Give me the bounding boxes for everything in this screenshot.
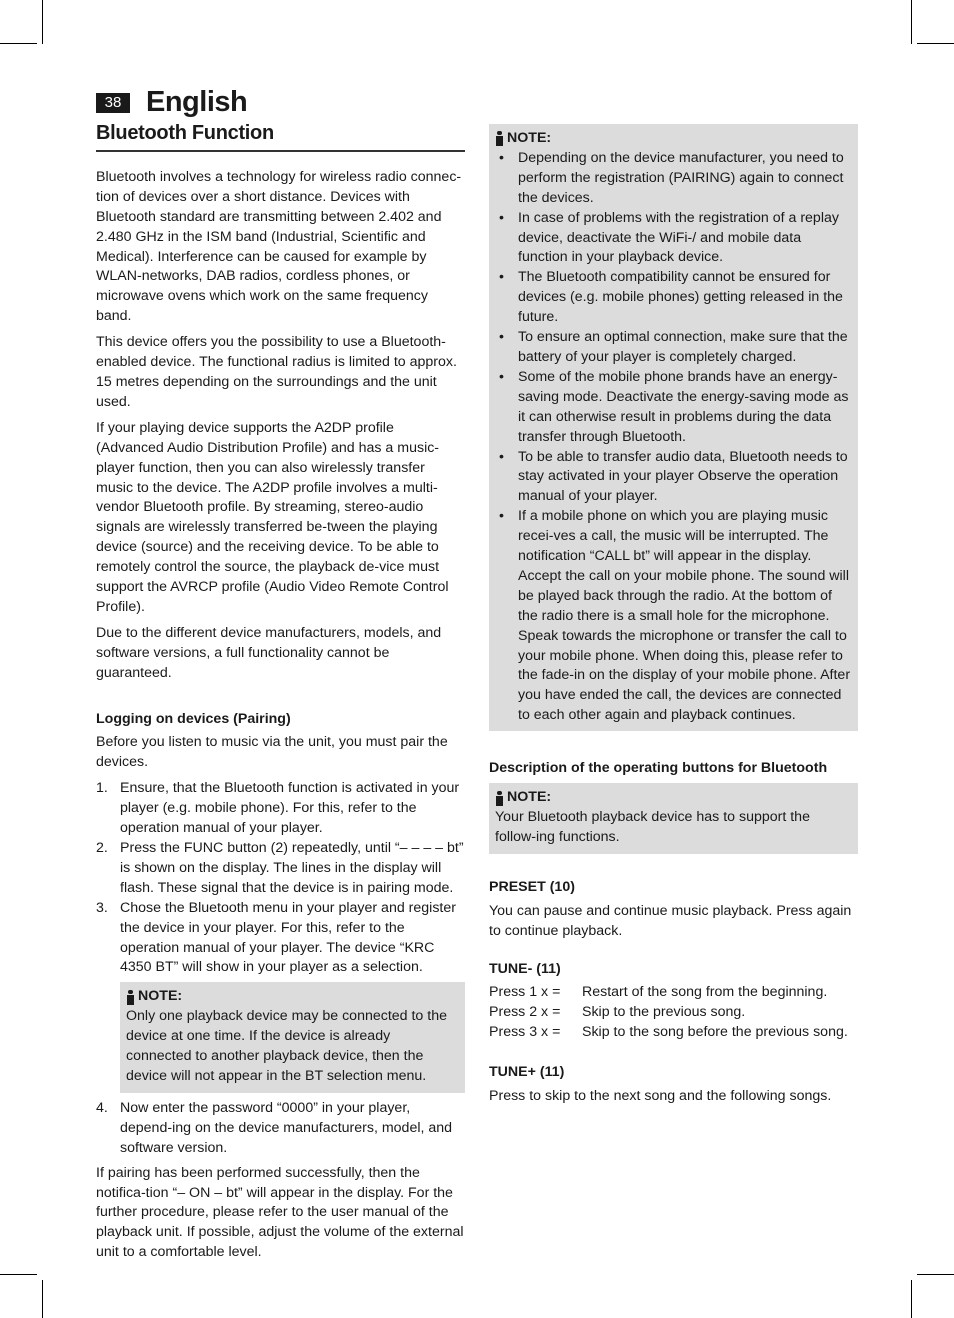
- note-label: NOTE:: [138, 988, 183, 1005]
- step-text: Ensure, that the Bluetooth function is activated in your player (e.g. mobile phone). For this, refer to the operation manual of your player.: [120, 780, 460, 837]
- left-column: [96, 124, 465, 1269]
- note-label: NOTE:: [507, 789, 552, 806]
- step-text: Now enter the password “0000” in your player, depend-ing on the device manufacturers, model, and software version.: [120, 1099, 453, 1156]
- note-box: [489, 124, 858, 731]
- info-icon: [495, 791, 504, 806]
- crop-mark: [911, 1280, 912, 1318]
- note-text: Your Bluetooth playback device has to support the follow-ing functions.: [495, 809, 810, 845]
- preset-text: You can pause and continue music playback. Press again to continue playback.: [489, 902, 852, 939]
- tune-plus-text: Press to skip to the next song and the following songs.: [489, 1088, 832, 1105]
- crop-mark: [0, 1274, 37, 1275]
- note-bullet-list: [495, 149, 852, 726]
- right-column: [489, 124, 858, 1113]
- crop-mark: [42, 1280, 43, 1318]
- list-item: • To be able to transfer audio data, Bluetooth needs to stay activated in your player Observe the operation manual of your player.: [499, 448, 848, 505]
- list-item: • If a mobile phone on which you are playing music recei-ves a call, the music will be interrupted. The notification “CALL bt” will appear in the display. Accept the call on your mobile phone. The sound will be played back through the radio. At the bottom of the radio there is a small hole for the microphone. Speak towards the microphone or transfer the call to your mobile phone. When doing this, please refer to the fade-in on the display of your mobile phone. After you have ended the call, the devices are connected to each other again and playback continues.: [499, 508, 851, 724]
- note-header: [495, 788, 852, 808]
- list-item: Press 2 x = Skip to the previous song.: [489, 1004, 746, 1021]
- list-item: • In case of problems with the registration of a replay device, deactivate the WiFi-/ and mobile data function in your playback device.: [499, 209, 839, 266]
- bullet-icon: •: [499, 209, 504, 226]
- intro-paragraph: Bluetooth involves a technology for wireless radio connec-tion of devices over a short distance. Devices with Bluetooth standard are transmitting between 2.402 and 2.480 GHz in the ISM band (Industrial, Scientific and Medical). Interference can be caused for example by WLAN-networks, DAB radios, cordless phones, or microwave ovens which work on the same frequency band.: [96, 168, 462, 325]
- list-item: [96, 1099, 465, 1159]
- language-heading: English: [146, 86, 248, 118]
- intro-paragraph: If your playing device supports the A2DP profile (Advanced Audio Distribution Profile) and has a music-player function, then you can also wirelessly transfer music to the device. The A2DP profile involves a multi-vendor Bluetooth profile. By streaming, stereo-audio signals are wirelessly transferred be-tween the playing device (source) and the receiving device. To be able to remotely control the source, the playback de-vice must support the AVRCP profile (Audio Video Remote Control Profile).: [96, 419, 449, 615]
- note-label: NOTE:: [507, 130, 552, 146]
- step-number: 3.: [96, 899, 108, 916]
- preset-heading: PRESET (10): [489, 878, 575, 895]
- crop-mark: [0, 43, 37, 44]
- list-item: [96, 839, 465, 899]
- list-item: Press 3 x = Skip to the song before the previous song.: [489, 1024, 848, 1041]
- bullet-icon: •: [499, 149, 504, 166]
- intro-paragraph: Due to the different device manufacturers, models, and software versions, a full functionality cannot be guaranteed.: [96, 624, 442, 681]
- bullet-icon: •: [499, 329, 504, 346]
- list-item: • Some of the mobile phone brands have an energy-saving mode. Deactivate the energy-saving mode as it can otherwise result in problems during the data transfer through Bluetooth.: [499, 368, 849, 445]
- list-item: Press 1 x = Restart of the song from the beginning.: [489, 984, 828, 1001]
- page-number: 38: [96, 93, 130, 113]
- pairing-steps: [96, 779, 465, 978]
- tune-minus-list: [489, 983, 858, 1043]
- intro-paragraph: This device offers you the possibility to use a Bluetooth-enabled device. The functional radius is limited to approx. 15 metres depending on the surroundings and the unit used.: [96, 334, 457, 410]
- note-text: Only one playback device may be connected to the device at one time. If the device is already connected to another playback device, then the device will not appear in the BT selection menu.: [126, 1008, 447, 1084]
- section-title: Bluetooth Function: [96, 124, 465, 152]
- step-text: Chose the Bluetooth menu in your player and register the device in your player. For this, refer to the operation manual of your player. The device “KRC 4350 BT” will show in your player as a selection.: [120, 899, 456, 976]
- step-number: 1.: [96, 780, 108, 797]
- info-icon: [495, 131, 504, 146]
- pairing-steps-continued: [96, 1099, 465, 1159]
- step-text: Press the FUNC button (2) repeatedly, until “– – – – bt” is shown on the display. The lines in the display will flash. These signal that the device is in pairing mode.: [120, 840, 464, 896]
- list-item: • Depending on the device manufacturer, you need to perform the registration (PAIRING) again to connect the devices.: [499, 149, 844, 206]
- bullet-icon: •: [499, 368, 504, 385]
- pairing-intro: Before you listen to music via the unit, you must pair the devices.: [96, 734, 448, 771]
- crop-mark: [917, 1274, 954, 1275]
- bullet-icon: •: [499, 508, 504, 525]
- crop-mark: [911, 0, 912, 44]
- pairing-heading: Logging on devices (Pairing): [96, 710, 291, 727]
- list-item: [96, 779, 465, 839]
- note-box: [489, 783, 858, 854]
- page-header: [96, 86, 247, 119]
- note-header: [126, 987, 459, 1007]
- bullet-icon: •: [499, 448, 504, 465]
- buttons-heading: Description of the operating buttons for Bluetooth: [489, 760, 828, 777]
- info-icon: [126, 990, 135, 1005]
- crop-mark: [42, 0, 43, 44]
- note-header: [495, 129, 852, 149]
- tune-minus-heading: TUNE- (11): [489, 960, 561, 977]
- list-item: [96, 899, 465, 979]
- step-number: 4.: [96, 1099, 108, 1116]
- list-item: • To ensure an optimal connection, make sure that the battery of your player is completely charged.: [499, 329, 848, 365]
- tune-plus-heading: TUNE+ (11): [489, 1064, 565, 1081]
- bullet-icon: •: [499, 269, 504, 286]
- note-box: [120, 982, 465, 1093]
- closing-paragraph: If pairing has been performed successfully, then the notifica-tion “– ON – bt” will appear in the display. For the further procedure, please refer to the user manual of the playback unit. If possible, adjust the volume of the external unit to a comfortable level.: [96, 1164, 464, 1261]
- list-item: • The Bluetooth compatibility cannot be ensured for devices (e.g. mobile phones) getting released in the future.: [499, 269, 843, 326]
- crop-mark: [917, 43, 954, 44]
- step-number: 2.: [96, 840, 108, 856]
